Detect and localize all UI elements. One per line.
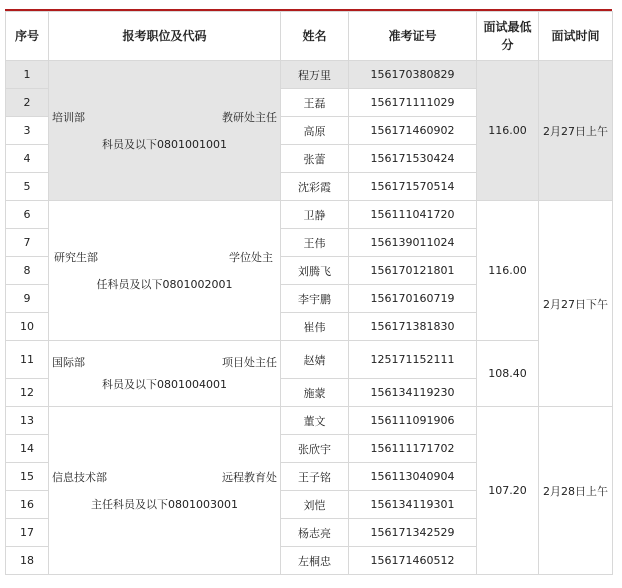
- seq-cell: 14: [6, 435, 49, 463]
- table-row: [6, 341, 613, 379]
- seq-cell: 1: [6, 61, 49, 89]
- header-row: [6, 12, 613, 61]
- seq-cell: 5: [6, 173, 49, 201]
- min-score-cell: 107.20: [477, 407, 539, 575]
- name-cell: 王子铭: [281, 463, 349, 491]
- name-cell: 王磊: [281, 89, 349, 117]
- name-cell: 程万里: [281, 61, 349, 89]
- min-score-cell: 108.40: [477, 341, 539, 407]
- name-cell: 刘恺: [281, 491, 349, 519]
- header-time: 面试时间: [539, 12, 613, 61]
- name-cell: 刘腾飞: [281, 257, 349, 285]
- ticket-cell: 156171570514: [349, 173, 477, 201]
- position-dept: 研究生部: [54, 250, 98, 264]
- ticket-cell: 156171460512: [349, 547, 477, 575]
- position-dept: 信息技术部: [52, 470, 107, 484]
- seq-cell: 4: [6, 145, 49, 173]
- name-cell: 赵婧: [281, 341, 349, 379]
- seq-cell: 17: [6, 519, 49, 547]
- header-min-score: 面试最低分: [477, 12, 539, 61]
- seq-cell: 11: [6, 341, 49, 379]
- ticket-cell: 156170160719: [349, 285, 477, 313]
- seq-cell: 12: [6, 379, 49, 407]
- position-code: 科员及以下0801001001: [102, 137, 227, 151]
- ticket-cell: 156139011024: [349, 229, 477, 257]
- ticket-cell: 125171152111: [349, 341, 477, 379]
- position-dept: 培训部: [52, 110, 85, 124]
- ticket-cell: 156111171702: [349, 435, 477, 463]
- seq-cell: 7: [6, 229, 49, 257]
- ticket-cell: 156171460902: [349, 117, 477, 145]
- name-cell: 施蒙: [281, 379, 349, 407]
- time-cell: 2月28日上午: [539, 407, 613, 575]
- seq-cell: 13: [6, 407, 49, 435]
- time-cell: 2月27日下午: [539, 201, 613, 407]
- ticket-cell: 156113040904: [349, 463, 477, 491]
- position-title: 教研处主任: [222, 110, 277, 124]
- seq-cell: 8: [6, 257, 49, 285]
- time-cell: 2月27日上午: [539, 61, 613, 201]
- ticket-cell: 156111091906: [349, 407, 477, 435]
- ticket-cell: 156171381830: [349, 313, 477, 341]
- seq-cell: 18: [6, 547, 49, 575]
- seq-cell: 6: [6, 201, 49, 229]
- position-title: 项目处主任: [222, 355, 277, 369]
- name-cell: 李宇鹏: [281, 285, 349, 313]
- name-cell: 张蕾: [281, 145, 349, 173]
- name-cell: 王伟: [281, 229, 349, 257]
- position-title: 学位处主: [229, 250, 273, 264]
- header-ticket: 准考证号: [349, 12, 477, 61]
- position-cell: [49, 61, 281, 201]
- ticket-cell: 156134119230: [349, 379, 477, 407]
- name-cell: 左桐忠: [281, 547, 349, 575]
- header-name: 姓名: [281, 12, 349, 61]
- position-code: 主任科员及以下0801003001: [91, 497, 238, 511]
- seq-cell: 15: [6, 463, 49, 491]
- position-title: 远程教育处: [222, 470, 277, 484]
- seq-cell: 3: [6, 117, 49, 145]
- ticket-cell: 156170380829: [349, 61, 477, 89]
- ticket-cell: 156171342529: [349, 519, 477, 547]
- seq-cell: 2: [6, 89, 49, 117]
- ticket-cell: 156171530424: [349, 145, 477, 173]
- table-row: [6, 61, 613, 89]
- seq-cell: 16: [6, 491, 49, 519]
- name-cell: 沈彩霞: [281, 173, 349, 201]
- header-position: 报考职位及代码: [49, 12, 281, 61]
- seq-cell: 10: [6, 313, 49, 341]
- position-code: 任科员及以下0801002001: [96, 277, 233, 291]
- header-seq: 序号: [6, 12, 49, 61]
- position-cell: [49, 201, 281, 341]
- min-score-cell: 116.00: [477, 201, 539, 341]
- interview-table: [5, 11, 613, 575]
- ticket-cell: 156171111029: [349, 89, 477, 117]
- name-cell: 张欣宇: [281, 435, 349, 463]
- ticket-cell: 156111041720: [349, 201, 477, 229]
- table-row: [6, 407, 613, 435]
- name-cell: 卫静: [281, 201, 349, 229]
- min-score-cell: 116.00: [477, 61, 539, 201]
- position-cell: [49, 407, 281, 575]
- position-cell: [49, 341, 281, 407]
- ticket-cell: 156134119301: [349, 491, 477, 519]
- ticket-cell: 156170121801: [349, 257, 477, 285]
- table-row: [6, 201, 613, 229]
- name-cell: 杨志亮: [281, 519, 349, 547]
- position-code: 科员及以下0801004001: [102, 377, 227, 391]
- name-cell: 董文: [281, 407, 349, 435]
- name-cell: 高原: [281, 117, 349, 145]
- name-cell: 崔伟: [281, 313, 349, 341]
- seq-cell: 9: [6, 285, 49, 313]
- position-dept: 国际部: [52, 355, 85, 369]
